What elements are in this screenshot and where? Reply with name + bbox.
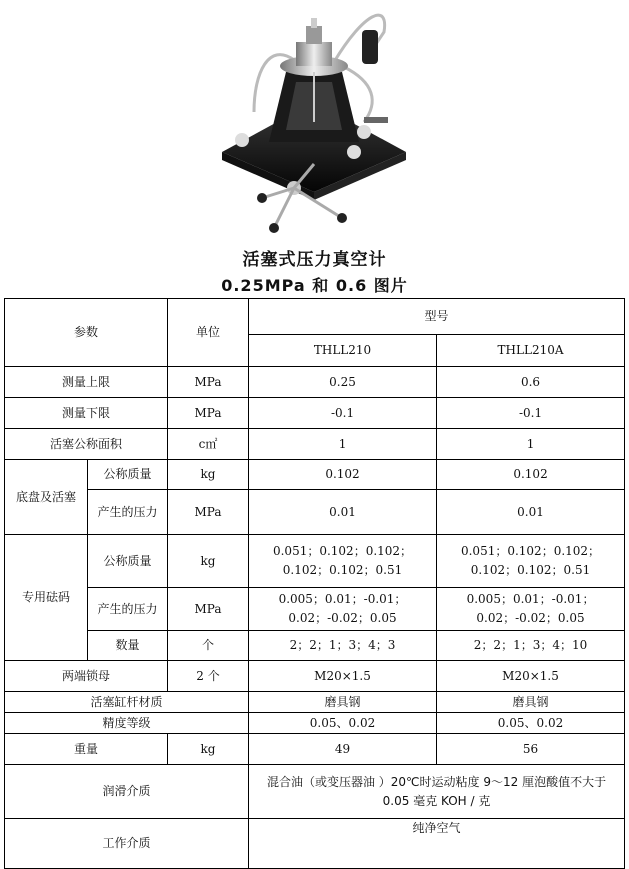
page-subtitle: 0.25MPa 和 0.6 图片 bbox=[221, 276, 408, 295]
row-unit: kg bbox=[168, 535, 249, 588]
page-title: 活塞式压力真空计 bbox=[242, 250, 387, 270]
value-b: -0.1 bbox=[437, 398, 625, 429]
value-a: 磨具钢 bbox=[249, 692, 437, 713]
row-label: 重量 bbox=[5, 734, 168, 765]
value-b: 56 bbox=[437, 734, 625, 765]
table-row bbox=[5, 588, 625, 631]
row-unit: 2 个 bbox=[168, 661, 249, 692]
row-label: 数量 bbox=[88, 631, 168, 661]
row-label: 公称质量 bbox=[88, 535, 168, 588]
spec-table bbox=[4, 298, 625, 869]
row-label: 测量下限 bbox=[5, 398, 168, 429]
table-row bbox=[5, 299, 625, 335]
row-unit: MPa bbox=[168, 490, 249, 535]
table-row bbox=[5, 819, 625, 869]
group-label-weights: 专用砝码 bbox=[5, 535, 88, 661]
row-label: 润滑介质 bbox=[5, 765, 249, 819]
table-row bbox=[5, 661, 625, 692]
value-a: 0.102 bbox=[249, 460, 437, 490]
value-a: 2；2；1；3；4；3 bbox=[249, 631, 437, 661]
row-unit: kg bbox=[168, 734, 249, 765]
model-a: THLL210 bbox=[249, 335, 437, 367]
table-row bbox=[5, 490, 625, 535]
row-label: 两端锁母 bbox=[5, 661, 168, 692]
row-label: 活塞公称面积 bbox=[5, 429, 168, 460]
value-b: 磨具钢 bbox=[437, 692, 625, 713]
table-row bbox=[5, 692, 625, 713]
table-row bbox=[5, 429, 625, 460]
medium-value: 纯净空气 bbox=[249, 819, 625, 869]
table-row bbox=[5, 631, 625, 661]
table-row bbox=[5, 535, 625, 588]
row-unit: MPa bbox=[168, 367, 249, 398]
value-b: 0.05、0.02 bbox=[437, 713, 625, 734]
value-a: 0.05、0.02 bbox=[249, 713, 437, 734]
header-param: 参数 bbox=[5, 299, 168, 367]
row-label: 产生的压力 bbox=[88, 490, 168, 535]
lube-description: 混合油（或变压器油 ）20℃时运动粘度 9～12 厘泡酸值不大于 0.05 毫克 KOH / 克 bbox=[249, 765, 625, 819]
value-a: 0.25 bbox=[249, 367, 437, 398]
row-label: 测量上限 bbox=[5, 367, 168, 398]
row-unit: c㎡ bbox=[168, 429, 249, 460]
table-row bbox=[5, 734, 625, 765]
value-b: 2；2；1；3；4；10 bbox=[437, 631, 625, 661]
row-unit: 个 bbox=[168, 631, 249, 661]
row-label: 公称质量 bbox=[88, 460, 168, 490]
value-b: 0.102 bbox=[437, 460, 625, 490]
header-model: 型号 bbox=[249, 299, 625, 335]
value-a: 1 bbox=[249, 429, 437, 460]
row-unit: kg bbox=[168, 460, 249, 490]
value-b: 0.005；0.01；-0.01；0.02；-0.02；0.05 bbox=[437, 588, 625, 631]
table-row bbox=[5, 398, 625, 429]
value-b: 1 bbox=[437, 429, 625, 460]
value-b: 0.6 bbox=[437, 367, 625, 398]
value-a: -0.1 bbox=[249, 398, 437, 429]
table-row bbox=[5, 367, 625, 398]
value-a: 0.051；0.102；0.102；0.102；0.102；0.51 bbox=[249, 535, 437, 588]
table-row bbox=[5, 765, 625, 819]
row-label: 精度等级 bbox=[5, 713, 249, 734]
value-a: 0.005；0.01；-0.01；0.02；-0.02；0.05 bbox=[249, 588, 437, 631]
group-label-base: 底盘及活塞 bbox=[5, 460, 88, 535]
value-a: 0.01 bbox=[249, 490, 437, 535]
product-photo bbox=[214, 2, 414, 238]
table-row bbox=[5, 460, 625, 490]
value-a: 49 bbox=[249, 734, 437, 765]
row-label: 产生的压力 bbox=[88, 588, 168, 631]
value-b: 0.051；0.102；0.102；0.102；0.102；0.51 bbox=[437, 535, 625, 588]
value-b: M20×1.5 bbox=[437, 661, 625, 692]
header-unit: 单位 bbox=[168, 299, 249, 367]
model-b: THLL210A bbox=[437, 335, 625, 367]
value-a: M20×1.5 bbox=[249, 661, 437, 692]
row-unit: MPa bbox=[168, 588, 249, 631]
row-label: 活塞缸杆材质 bbox=[5, 692, 249, 713]
value-b: 0.01 bbox=[437, 490, 625, 535]
row-unit: MPa bbox=[168, 398, 249, 429]
table-row bbox=[5, 713, 625, 734]
row-label: 工作介质 bbox=[5, 819, 249, 869]
